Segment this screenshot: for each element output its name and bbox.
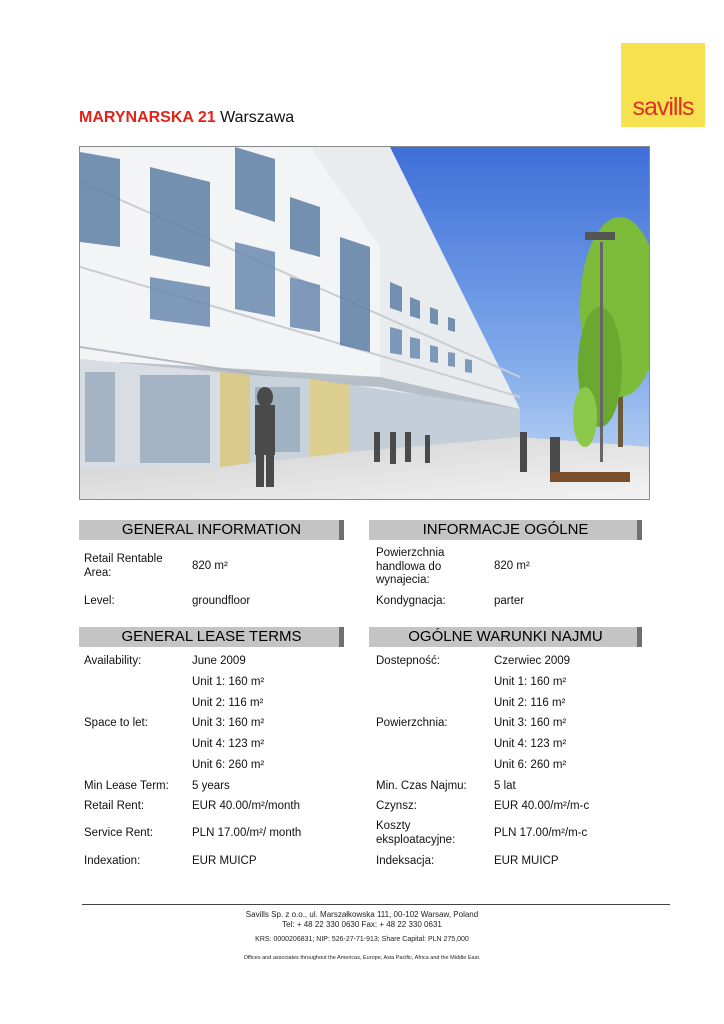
section-header-general-lease-terms: GENERAL LEASE TERMS	[79, 627, 344, 647]
indeksacja-label: Indeksacja:	[376, 855, 435, 867]
indeksacja-value: EUR MUICP	[494, 855, 559, 867]
indexation-label: Indexation:	[84, 855, 141, 867]
unit-2-en: Unit 2: 116 m²	[192, 697, 264, 709]
kondygnacja-label: Kondygnacja:	[376, 595, 446, 607]
building-rendering-image	[79, 146, 650, 500]
space-to-let-label: Space to let:	[84, 717, 148, 729]
indexation-value: EUR MUICP	[192, 855, 257, 867]
footer-divider	[82, 904, 670, 905]
footer-registration: KRS: 0000206831; NIP: 526-27-71-913; Share Capital: PLN 275,000	[255, 936, 469, 943]
unit-6-en: Unit 6: 260 m²	[192, 759, 265, 771]
retail-rent-value: EUR 40.00/m²/month	[192, 800, 301, 812]
property-name: MARYNARSKA 21	[79, 109, 216, 126]
service-rent-value: PLN 17.00/m²/ month	[192, 827, 302, 839]
unit-3-pl: Unit 3: 160 m²	[494, 717, 567, 729]
dostepnosc-value: Czerwiec 2009	[494, 655, 571, 667]
unit-3-en: Unit 3: 160 m²	[192, 717, 265, 729]
footer-address: Savills Sp. z o.o., ul. Marszałkowska 111, 00-102 Warsaw, Poland	[245, 910, 479, 919]
czynsz-label: Czynsz:	[376, 800, 417, 812]
powierzchnia-handlowa-label: Powierzchnia handlowa do wynajecia:	[376, 547, 445, 586]
koszty-value: PLN 17.00/m²/m-c	[494, 827, 588, 839]
powierzchnia-handlowa-value: 820 m²	[494, 560, 530, 572]
koszty-label: Koszty eksploatacyjne:	[376, 820, 456, 846]
section-header-ogolne-warunki-najmu: OGÓLNE WARUNKI NAJMU	[369, 627, 642, 647]
unit-1-pl: Unit 1: 160 m²	[494, 676, 567, 688]
availability-value: June 2009	[192, 655, 246, 667]
building-illustration	[80, 147, 649, 499]
retail-rent-label: Retail Rent:	[84, 800, 145, 812]
savills-logo	[621, 43, 705, 127]
min-lease-term-value: 5 years	[192, 780, 230, 792]
service-rent-label: Service Rent:	[84, 827, 154, 839]
property-city: Warszawa	[220, 109, 295, 126]
logo-text: savills	[632, 93, 694, 121]
level-value: groundfloor	[192, 595, 251, 607]
page-title	[79, 109, 294, 127]
unit-4-en: Unit 4: 123 m²	[192, 738, 265, 750]
level-label: Level:	[84, 595, 115, 607]
footer-offices: Offices and associates throughout the Americas, Europe, Asia Pacific, Africa and the Middle East.	[243, 955, 481, 961]
retail-area-label: Retail Rentable Area:	[84, 553, 163, 579]
section-header-informacje-ogolne: INFORMACJE OGÓLNE	[369, 520, 642, 540]
min-czas-najmu-label: Min. Czas Najmu:	[376, 780, 467, 792]
dostepnosc-label: Dostepność:	[376, 655, 440, 667]
powierzchnia-label: Powierzchnia:	[376, 717, 448, 729]
min-czas-najmu-value: 5 lat	[494, 780, 516, 792]
czynsz-value: EUR 40.00/m²/m-c	[494, 800, 590, 812]
kondygnacja-value: parter	[494, 595, 525, 607]
unit-4-pl: Unit 4: 123 m²	[494, 738, 567, 750]
unit-1-en: Unit 1: 160 m²	[192, 676, 265, 688]
unit-6-pl: Unit 6: 260 m²	[494, 759, 567, 771]
min-lease-term-label: Min Lease Term:	[84, 780, 169, 792]
unit-2-pl: Unit 2: 116 m²	[494, 697, 566, 709]
retail-area-value: 820 m²	[192, 560, 228, 572]
footer-phone: Tel: + 48 22 330 0630 Fax: + 48 22 330 0631	[282, 920, 442, 929]
availability-label: Availability:	[84, 655, 142, 667]
section-header-general-information: GENERAL INFORMATION	[79, 520, 344, 540]
